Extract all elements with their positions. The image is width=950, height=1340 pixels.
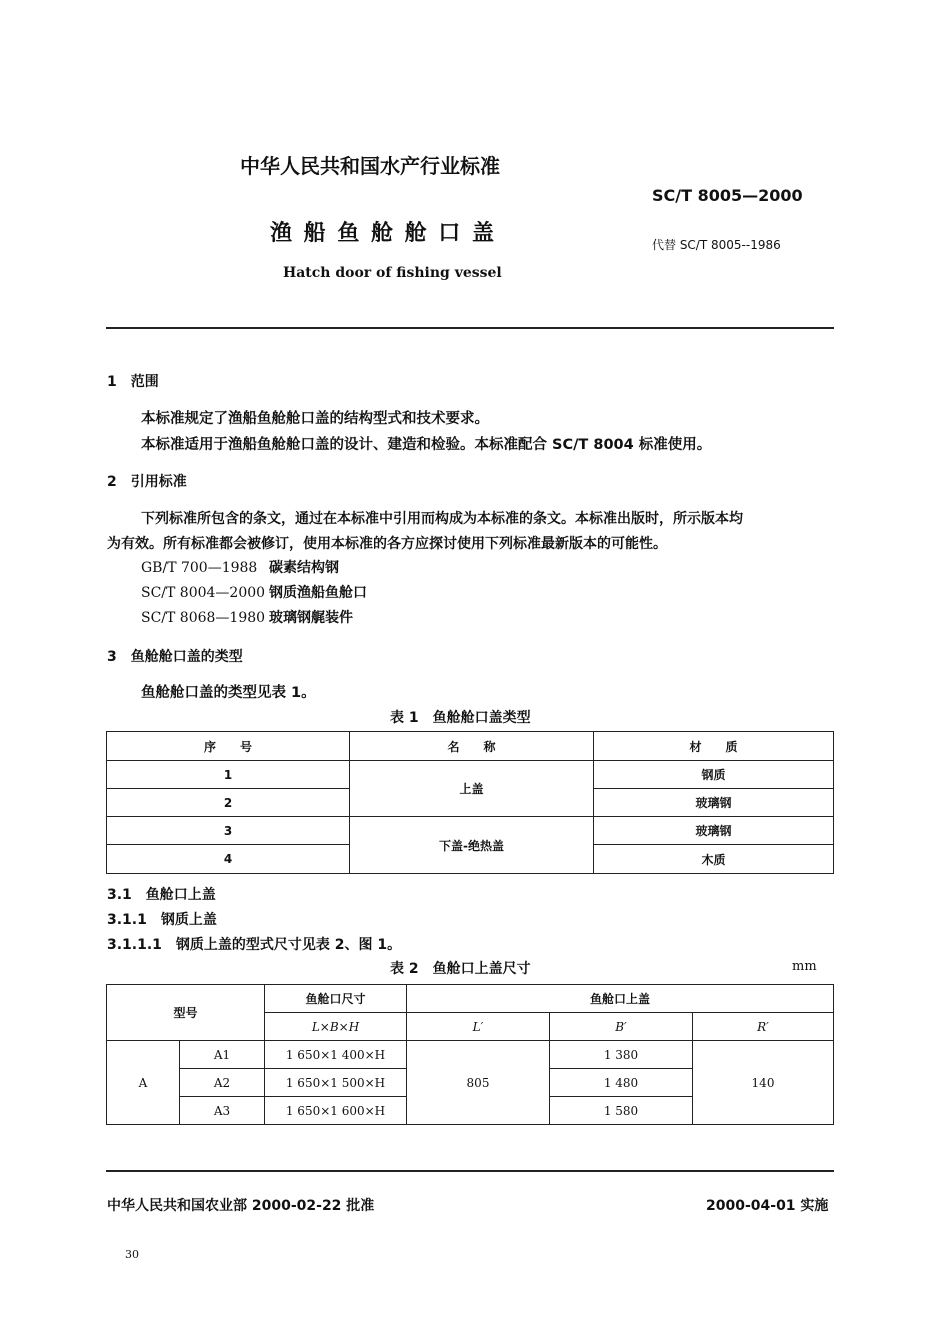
table-cell: 玻璃钢: [594, 789, 834, 817]
footer-rule: [106, 1170, 834, 1172]
table-2-unit: mm: [792, 959, 817, 974]
table-cell: 2: [107, 789, 350, 817]
section-2-p1-line1: 下列标准所包含的条文，通过在本标准中引用而构成为本标准的条文。本标准出版时，所示版本均: [141, 511, 743, 527]
table-cell: 木质: [594, 845, 834, 874]
table-cell: A2: [180, 1069, 265, 1097]
table-header-cell: 鱼舱口尺寸: [265, 985, 407, 1013]
reference-name: 玻璃钢艉装件: [269, 610, 353, 626]
approval-line: 中华人民共和国农业部 2000-02-22 批准: [107, 1198, 375, 1214]
table-cell: 1 380: [550, 1041, 693, 1069]
table-cell: 4: [107, 845, 350, 874]
reference-name: 碳素结构钢: [269, 560, 339, 576]
reference-item: [141, 607, 353, 627]
reference-code: SC/T 8004—2000: [141, 585, 266, 601]
table-header-cell: L×B×H: [265, 1013, 407, 1041]
section-2-p1-line2: 为有效。所有标准都会被修订，使用本标准的各方应探讨使用下列标准最新版本的可能性。: [107, 536, 667, 552]
replaces-note: 代替 SC/T 8005--1986: [652, 238, 781, 252]
section-3-p1: 鱼舱舱口盖的类型见表 1。: [141, 685, 316, 701]
table-header-cell: 序 号: [107, 732, 350, 761]
standard-code: SC/T 8005—2000: [652, 186, 803, 205]
org-title: 中华人民共和国水产行业标准: [240, 154, 500, 178]
subsection-3-1: 3.1 鱼舱口上盖: [107, 887, 216, 903]
table-header-cell: B′: [550, 1013, 693, 1041]
reference-name: 钢质渔船鱼舱口: [269, 585, 367, 601]
document-title: 渔 船 鱼 舱 舱 口 盖: [270, 221, 496, 246]
table-cell: 805: [407, 1041, 550, 1125]
table-1: [106, 731, 834, 874]
table-2-caption: 表 2 鱼舱口上盖尺寸: [390, 961, 531, 977]
table-cell: A1: [180, 1041, 265, 1069]
section-1-p1: 本标准规定了渔船鱼舱舱口盖的结构型式和技术要求。: [141, 411, 489, 427]
table-cell: A: [107, 1041, 180, 1125]
table-header-cell: 材 质: [594, 732, 834, 761]
table-cell: 1 580: [550, 1097, 693, 1125]
table-header-cell: 型号: [107, 985, 265, 1041]
table-cell: 1 650×1 400×H: [265, 1041, 407, 1069]
table-cell: 1 650×1 600×H: [265, 1097, 407, 1125]
reference-code: GB/T 700—1988: [141, 560, 258, 576]
section-1-heading: 1 范围: [107, 374, 159, 390]
table-cell: 玻璃钢: [594, 817, 834, 845]
section-2-heading: 2 引用标准: [107, 474, 187, 490]
table-cell: 1: [107, 761, 350, 789]
table-cell: 1 650×1 500×H: [265, 1069, 407, 1097]
table-2: [106, 984, 834, 1125]
table-cell: 3: [107, 817, 350, 845]
table-cell: 钢质: [594, 761, 834, 789]
header-rule: [106, 327, 834, 329]
subsection-3-1-1: 3.1.1 钢质上盖: [107, 912, 217, 928]
page-number: 30: [125, 1248, 139, 1261]
table-cell: 1 480: [550, 1069, 693, 1097]
effective-date: 2000-04-01 实施: [706, 1198, 829, 1214]
table-cell: 140: [693, 1041, 834, 1125]
reference-item: [141, 582, 367, 602]
section-1-p2: 本标准适用于渔船鱼舱舱口盖的设计、建造和检验。本标准配合 SC/T 8004 标准使用。: [141, 437, 712, 453]
table-cell: 下盖-绝热盖: [350, 817, 594, 874]
subsection-3-1-1-1: 3.1.1.1 钢质上盖的型式尺寸见表 2、图 1。: [107, 937, 402, 953]
table-cell: 上盖: [350, 761, 594, 817]
reference-code: SC/T 8068—1980: [141, 610, 266, 626]
table-header-cell: 名 称: [350, 732, 594, 761]
table-cell: A3: [180, 1097, 265, 1125]
reference-item: [141, 557, 339, 577]
section-3-heading: 3 鱼舱舱口盖的类型: [107, 649, 243, 665]
table-header-cell: L′: [407, 1013, 550, 1041]
english-title: Hatch door of fishing vessel: [283, 265, 502, 281]
table-header-cell: 鱼舱口上盖: [407, 985, 834, 1013]
table-1-caption: 表 1 鱼舱舱口盖类型: [390, 710, 531, 726]
table-header-cell: R′: [693, 1013, 834, 1041]
